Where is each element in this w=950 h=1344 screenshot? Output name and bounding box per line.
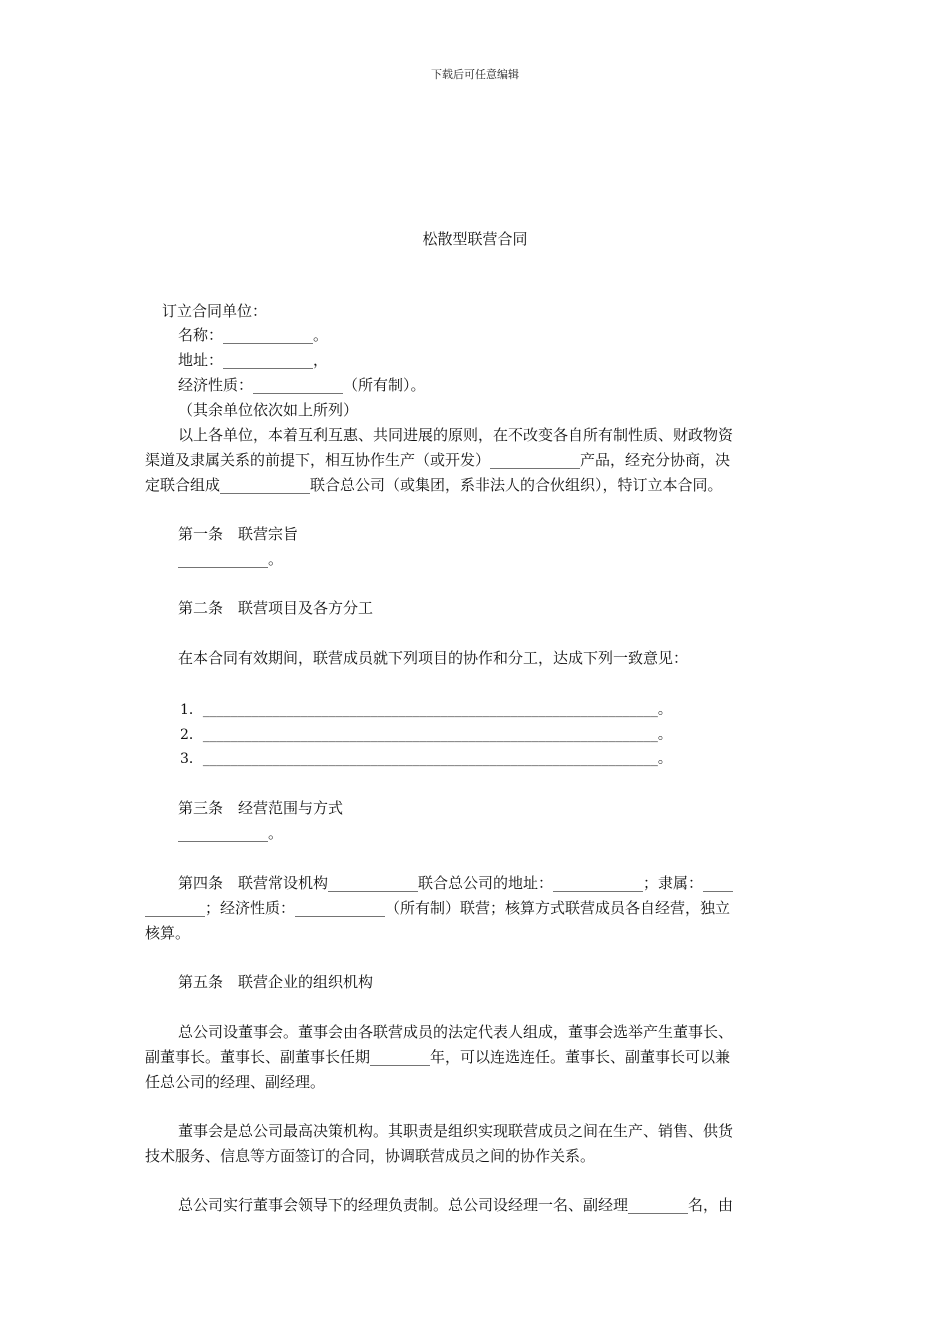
article-2-intro: 在本合同有效期间，联营成员就下列项目的协作和分工，达成下列一致意见： bbox=[178, 649, 689, 667]
parties-heading: 订立合同单位： bbox=[162, 302, 268, 320]
party-name-field: 名称：____________。 bbox=[178, 326, 329, 344]
preamble-line-2: 渠道及隶属关系的前提下，相互协作生产（或开发）____________产品，经充分协商，决 bbox=[145, 451, 731, 469]
article-2-item-2: 2．_________________________________________________________________。 bbox=[180, 727, 672, 743]
page-header: 下载后可任意编辑 bbox=[431, 68, 519, 81]
article-3-blank: ____________。 bbox=[178, 824, 284, 842]
article-5-para-1-line-1: 总公司设董事会。董事会由各联营成员的法定代表人组成，董事会选举产生董事长、 bbox=[178, 1023, 734, 1041]
article-5-para-1-line-2: 副董事长。董事长、副董事长任期________年，可以连选连任。董事长、副董事长可以兼 bbox=[145, 1048, 731, 1066]
article-3-heading: 第三条 经营范围与方式 bbox=[178, 799, 344, 817]
article-2-item-3: 3．_________________________________________________________________。 bbox=[180, 751, 672, 767]
article-5-para-1-line-3: 任总公司的经理、副经理。 bbox=[145, 1073, 326, 1091]
preamble-line-3: 定联合组成____________联合总公司（或集团，系非法人的合伙组织），特订立本合同。 bbox=[145, 476, 723, 494]
contract-title: 松散型联营合同 bbox=[422, 230, 528, 248]
article-4-line-1: 第四条 联营常设机构____________联合总公司的地址：____________；隶属：____ bbox=[178, 874, 734, 892]
article-5-heading: 第五条 联营企业的组织机构 bbox=[178, 973, 374, 991]
article-1-blank: ____________。 bbox=[178, 550, 284, 568]
party-address-field: 地址：____________， bbox=[178, 351, 329, 369]
article-5-para-2-line-1: 董事会是总公司最高决策机构。其职责是组织实现联营成员之间在生产、销售、供货 bbox=[178, 1122, 734, 1140]
article-4-line-3: 核算。 bbox=[145, 924, 191, 942]
other-parties-note: （其余单位依次如上所列） bbox=[178, 401, 359, 419]
article-1-heading: 第一条 联营宗旨 bbox=[178, 525, 299, 543]
article-2-item-1: 1．_________________________________________________________________。 bbox=[180, 702, 672, 718]
article-5-para-2-line-2: 技术服务、信息等方面签订的合同，协调联营成员之间的协作关系。 bbox=[145, 1147, 596, 1165]
article-4-line-2: ________；经济性质：____________（所有制）联营；核算方式联营成员各自经营，独立 bbox=[145, 899, 731, 917]
party-ownership-field: 经济性质：____________（所有制）。 bbox=[178, 376, 426, 394]
article-2-heading: 第二条 联营项目及各方分工 bbox=[178, 599, 374, 617]
preamble-line-1: 以上各单位，本着互利互惠、共同进展的原则，在不改变各自所有制性质、财政物资 bbox=[178, 426, 734, 444]
article-5-para-3-line-1: 总公司实行董事会领导下的经理负责制。总公司设经理一名、副经理________名，由 bbox=[178, 1196, 734, 1214]
